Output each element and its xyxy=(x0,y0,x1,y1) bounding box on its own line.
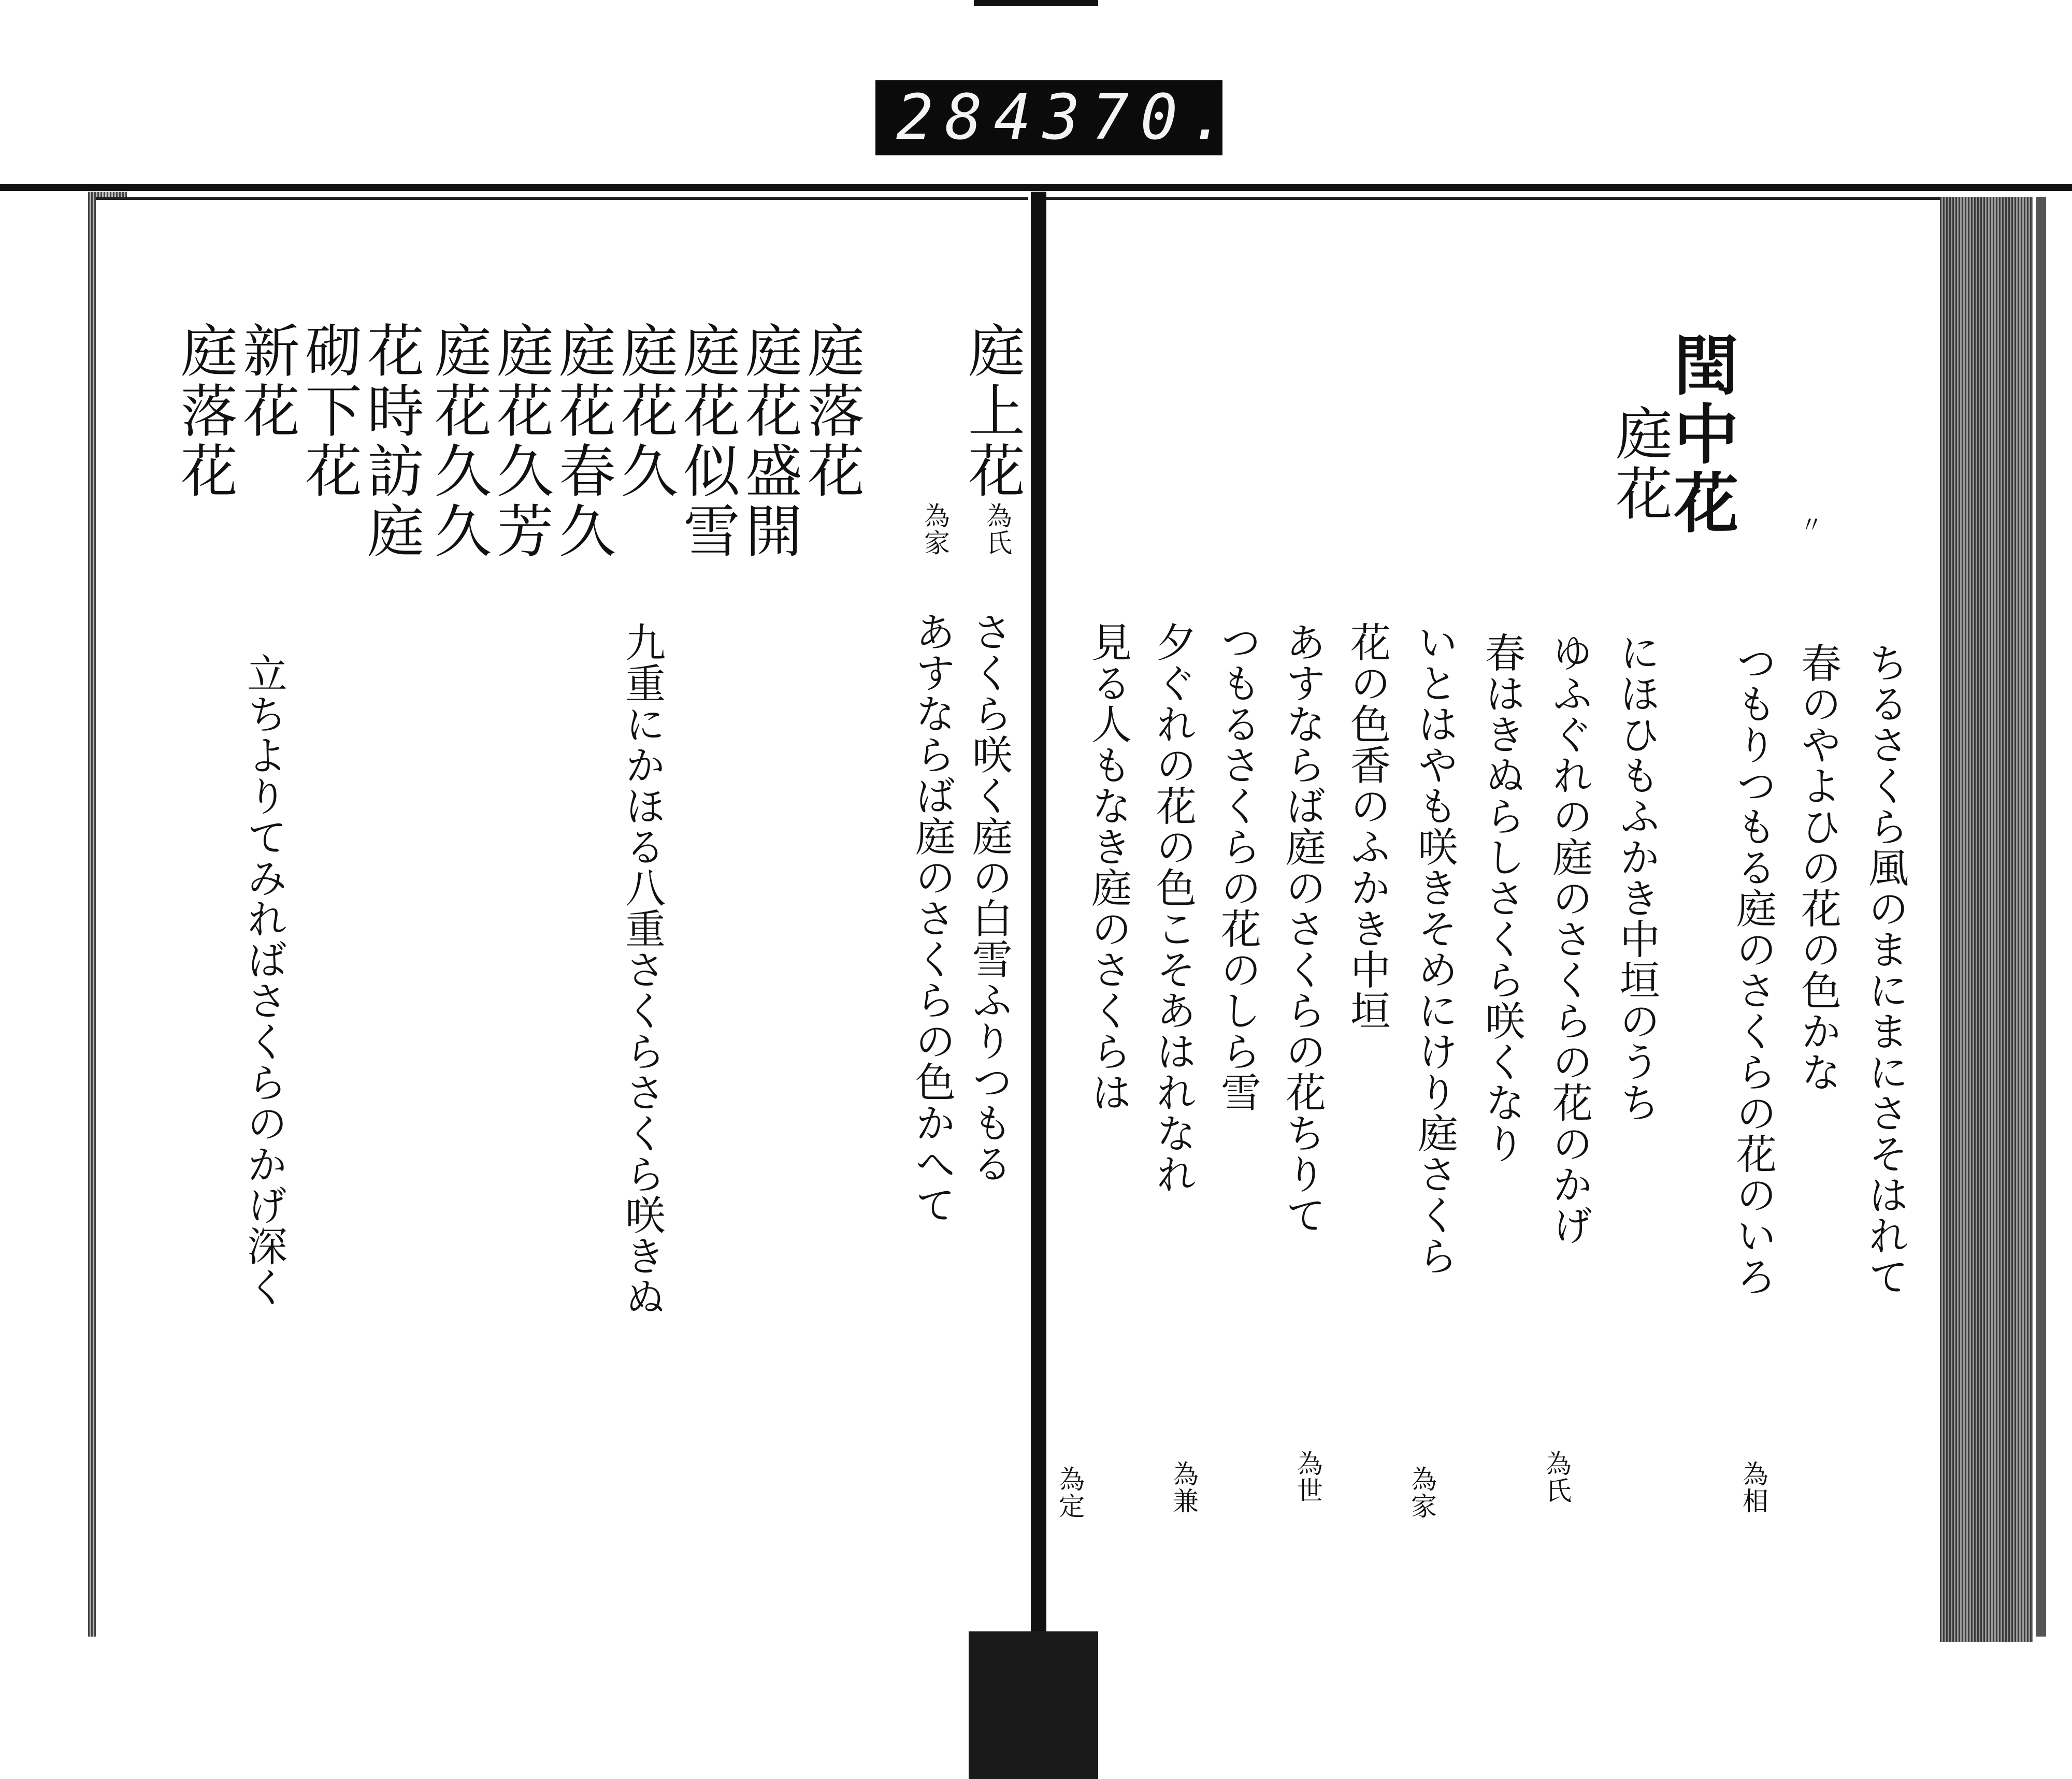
right-page-edge-shadow xyxy=(2036,197,2046,1637)
section-subtitle: 庭花 xyxy=(1606,404,1673,524)
poem-line: 見る人もなき庭のさくらは xyxy=(1085,621,1131,1112)
section-title: 閏中花 xyxy=(1663,331,1738,538)
poem-line: 九重にかほる八重さくらさくら咲きぬ xyxy=(618,621,665,1317)
poem-line: 春のやよひの花の色かな xyxy=(1794,642,1841,1092)
author-label: 為家 xyxy=(920,502,950,556)
topic-title: 庭花久久 xyxy=(425,321,492,561)
scanner-rule xyxy=(0,184,2072,191)
header-mark xyxy=(974,0,1098,6)
topic-title: 庭花久 xyxy=(612,321,678,501)
counter-right: 370. xyxy=(1042,82,1238,154)
poem-line: あすならば庭のさくらの花ちりて xyxy=(1279,621,1326,1235)
author-label: 為定 xyxy=(1055,1466,1085,1520)
poem-line: さくら咲く庭の白雪ふりつもる xyxy=(966,611,1012,1184)
topic-title: 庭花似雪 xyxy=(674,321,740,561)
poem-line: いとはやも咲きそめにけり庭さくら xyxy=(1411,621,1458,1276)
poem-line: 夕ぐれの花の色こそあはれなれ xyxy=(1149,621,1196,1194)
author-label: 為家 xyxy=(1407,1466,1437,1520)
topic-title: 新花 xyxy=(234,321,300,441)
topic-title: 庭花春久 xyxy=(550,321,616,561)
poem-line: にほひもふかき中垣のうち xyxy=(1613,632,1660,1123)
poem-line: 春はきぬらしさくら咲くなり xyxy=(1478,632,1525,1164)
author-label: 為氏 xyxy=(982,502,1012,556)
poem-line: ちるさくら風のまにまにさそはれて xyxy=(1862,642,1908,1297)
book-gutter xyxy=(1031,192,1046,1657)
author-label: 為世 xyxy=(1293,1450,1323,1504)
poem-line: 立ちよりてみればさくらのかげ深く xyxy=(240,653,287,1307)
poem-line: ゆふぐれの庭のさくらの花のかげ xyxy=(1546,632,1592,1246)
counter-left: 284 xyxy=(896,82,1043,154)
gutter-foot xyxy=(969,1631,1098,1779)
repeat-mark: 〃 xyxy=(1796,513,1822,536)
topic-title: 庭落花 xyxy=(798,321,865,501)
topic-title: 花時訪庭 xyxy=(358,321,424,561)
poem-line: つもるさくらの花のしら雪 xyxy=(1214,621,1261,1112)
poem-line: 花の色香のふかき中垣 xyxy=(1344,621,1390,1031)
poem-line: あすならば庭のさくらの色かへて xyxy=(909,611,955,1225)
section-head: 庭上花 xyxy=(959,321,1025,501)
page-counter xyxy=(875,80,1238,155)
author-label: 為相 xyxy=(1738,1460,1768,1514)
author-label: 為兼 xyxy=(1169,1460,1199,1514)
poem-line: つもりつもる庭のさくらの花のいろ xyxy=(1730,642,1776,1297)
topic-title: 庭花盛開 xyxy=(736,321,802,561)
topic-title: 砌下花 xyxy=(296,321,362,501)
topic-title: 庭花久芳 xyxy=(487,321,554,561)
right-page-edge xyxy=(1940,197,2033,1642)
author-label: 為氏 xyxy=(1542,1450,1572,1504)
topic-title: 庭落花 xyxy=(171,321,238,501)
